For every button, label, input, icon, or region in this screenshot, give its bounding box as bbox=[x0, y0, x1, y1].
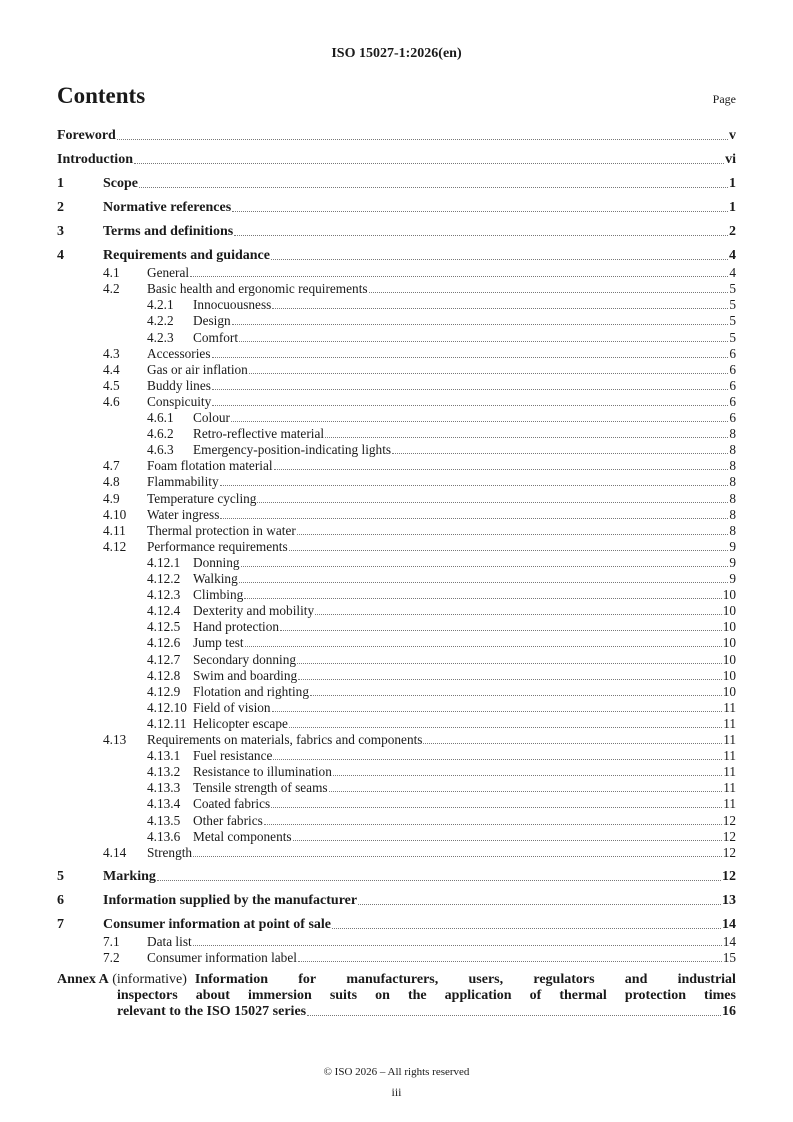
dot-leader bbox=[239, 582, 729, 583]
annex-page: 16 bbox=[722, 1004, 736, 1019]
section-number: 4.13.5 bbox=[147, 812, 181, 828]
section-number: 4.3 bbox=[103, 345, 120, 361]
toc-entry[interactable] bbox=[57, 747, 736, 764]
section-title: Introduction bbox=[57, 152, 133, 167]
dot-leader bbox=[239, 341, 728, 342]
section-title: Field of vision bbox=[193, 699, 271, 715]
section-title: Secondary donning bbox=[193, 651, 297, 667]
section-title: Temperature cycling bbox=[147, 490, 257, 506]
toc-entry[interactable] bbox=[57, 280, 736, 297]
section-number: 1 bbox=[57, 176, 64, 191]
page-reference: 11 bbox=[723, 764, 736, 780]
section-title: Data list bbox=[147, 933, 192, 949]
section-number: 4 bbox=[57, 248, 64, 263]
page-reference: 8 bbox=[729, 458, 736, 474]
dot-leader bbox=[231, 421, 728, 422]
dot-leader bbox=[234, 235, 728, 236]
toc-entry[interactable] bbox=[57, 892, 736, 909]
dot-leader bbox=[220, 518, 728, 519]
page-number: iii bbox=[391, 1085, 402, 1099]
toc-entry[interactable] bbox=[57, 175, 736, 192]
section-number: 4.12.9 bbox=[147, 683, 181, 699]
annex-title-line-3: relevant to the ISO 15027 series bbox=[117, 1004, 307, 1019]
page-reference: 15 bbox=[722, 949, 736, 965]
dot-leader bbox=[333, 775, 722, 776]
page-reference: 5 bbox=[729, 329, 736, 345]
page-reference: 6 bbox=[729, 345, 736, 361]
dot-leader bbox=[325, 437, 728, 438]
section-number: 4.12.7 bbox=[147, 651, 181, 667]
section-title: Design bbox=[193, 313, 231, 329]
annex-title-line-1: Information for manufacturers, users, regulators and industrial bbox=[194, 972, 736, 987]
toc-entry[interactable] bbox=[57, 151, 736, 168]
dot-leader bbox=[257, 502, 728, 503]
toc-entry[interactable] bbox=[57, 933, 736, 950]
dot-leader bbox=[392, 453, 728, 454]
toc-entry[interactable] bbox=[57, 296, 736, 313]
toc-entry[interactable] bbox=[57, 651, 736, 668]
dot-leader bbox=[249, 373, 729, 374]
toc-entry[interactable] bbox=[57, 490, 736, 507]
section-title: Flotation and righting bbox=[193, 683, 309, 699]
toc-entry[interactable] bbox=[57, 570, 736, 587]
annex-title-line-2: inspectors about immersion suits on the application of thermal protection times bbox=[117, 988, 736, 1003]
section-title: Helicopter escape bbox=[193, 715, 288, 731]
section-title: Flammability bbox=[147, 474, 219, 490]
section-title: Emergency-position-indicating lights bbox=[193, 442, 392, 458]
dot-leader bbox=[274, 469, 729, 470]
dot-leader bbox=[315, 614, 722, 615]
page-reference: 11 bbox=[723, 748, 736, 764]
section-title: Innocuousness bbox=[193, 297, 272, 313]
page-reference: 8 bbox=[729, 474, 736, 490]
toc-entry[interactable] bbox=[57, 795, 736, 812]
page-reference: 10 bbox=[722, 667, 736, 683]
section-title: Requirements and guidance bbox=[103, 248, 270, 263]
page-reference: vi bbox=[725, 152, 736, 167]
section-title: Buddy lines bbox=[147, 377, 211, 393]
dot-leader bbox=[212, 405, 728, 406]
page-reference: 12 bbox=[722, 828, 736, 844]
page-reference: 11 bbox=[723, 715, 736, 731]
section-title: Swim and boarding bbox=[193, 667, 298, 683]
toc-entry[interactable] bbox=[57, 473, 736, 490]
section-title: General bbox=[147, 265, 190, 281]
toc-entry[interactable] bbox=[57, 949, 736, 966]
dot-leader bbox=[329, 791, 723, 792]
page-title: Contents bbox=[57, 83, 146, 108]
section-number: 4.5 bbox=[103, 377, 120, 393]
toc-entry[interactable] bbox=[57, 828, 736, 845]
section-title: Retro-reflective material bbox=[193, 426, 325, 442]
section-title: Thermal protection in water bbox=[147, 522, 296, 538]
section-number: 7.2 bbox=[103, 949, 120, 965]
toc-entry[interactable] bbox=[57, 763, 736, 780]
dot-leader bbox=[190, 276, 728, 277]
section-number: 4.4 bbox=[103, 361, 120, 377]
section-title: Terms and definitions bbox=[103, 224, 234, 239]
toc-entry[interactable] bbox=[57, 554, 736, 571]
dot-leader bbox=[272, 711, 723, 712]
section-title: Jump test bbox=[193, 635, 244, 651]
section-number: 4.13.6 bbox=[147, 828, 181, 844]
section-title: Coated fabrics bbox=[193, 796, 271, 812]
dot-leader bbox=[297, 534, 729, 535]
copyright-footer: © ISO 2026 – All rights reserved bbox=[323, 1066, 470, 1078]
page-reference: 8 bbox=[729, 490, 736, 506]
section-number: 4.2.3 bbox=[147, 329, 174, 345]
section-number: 4.12.2 bbox=[147, 571, 181, 586]
section-title: Normative references bbox=[103, 200, 232, 215]
page-reference: 8 bbox=[729, 426, 736, 442]
page-reference: 13 bbox=[722, 892, 736, 908]
section-title: Fuel resistance bbox=[193, 748, 273, 764]
section-title: Conspicuity bbox=[147, 393, 212, 409]
section-number: 4.6.2 bbox=[147, 426, 174, 442]
section-number: 7 bbox=[57, 916, 64, 932]
toc-entry[interactable] bbox=[57, 441, 736, 458]
page-reference: 10 bbox=[722, 683, 736, 699]
page-reference: 10 bbox=[722, 635, 736, 651]
page-reference: 9 bbox=[729, 571, 736, 586]
section-number: 4.12.1 bbox=[147, 554, 181, 570]
section-number: 4.7 bbox=[103, 458, 120, 474]
dot-leader bbox=[232, 324, 729, 325]
page-reference: 12 bbox=[722, 812, 736, 828]
dot-leader bbox=[193, 945, 722, 946]
dot-leader bbox=[134, 163, 724, 164]
section-number: 4.12.3 bbox=[147, 587, 181, 603]
section-number: 4.11 bbox=[103, 522, 126, 538]
section-number: 4.12.6 bbox=[147, 635, 181, 651]
dot-leader bbox=[241, 566, 729, 567]
annex-type: (informative) bbox=[112, 972, 187, 987]
page-reference: 10 bbox=[722, 619, 736, 635]
dot-leader bbox=[272, 308, 728, 309]
page-reference: 11 bbox=[723, 699, 736, 715]
section-title: Donning bbox=[193, 554, 240, 570]
page-reference: 4 bbox=[729, 265, 736, 281]
section-title: Hand protection bbox=[193, 619, 280, 635]
dot-leader bbox=[271, 259, 728, 260]
page-reference: 11 bbox=[723, 796, 736, 812]
section-number: 4.13.3 bbox=[147, 780, 181, 796]
toc-entry-annex-a[interactable] bbox=[57, 972, 736, 1020]
section-title: Comfort bbox=[193, 329, 239, 345]
section-number: 7.1 bbox=[103, 933, 120, 949]
dot-leader bbox=[289, 727, 722, 728]
section-number: 4.12 bbox=[103, 538, 127, 554]
dot-leader bbox=[280, 630, 722, 631]
toc-entry[interactable] bbox=[57, 409, 736, 426]
dot-leader bbox=[245, 646, 722, 647]
section-title: Requirements on materials, fabrics and components bbox=[147, 732, 423, 747]
dot-leader bbox=[358, 904, 721, 905]
toc-entry[interactable] bbox=[57, 361, 736, 378]
toc-entry[interactable] bbox=[57, 506, 736, 523]
page-reference: 11 bbox=[723, 780, 736, 796]
dot-leader bbox=[273, 759, 722, 760]
section-number: 4.2.1 bbox=[147, 297, 174, 313]
section-title: Metal components bbox=[193, 828, 292, 844]
section-number: 4.12.8 bbox=[147, 667, 181, 683]
dot-leader bbox=[212, 357, 729, 358]
page-reference: 14 bbox=[722, 916, 736, 932]
section-title: Gas or air inflation bbox=[147, 361, 248, 377]
page-reference: 9 bbox=[729, 538, 736, 554]
dot-leader bbox=[220, 485, 729, 486]
section-title: Water ingress bbox=[147, 506, 220, 522]
page-reference: 6 bbox=[729, 361, 736, 377]
section-title: Strength bbox=[147, 844, 193, 860]
page-reference: 10 bbox=[722, 603, 736, 619]
section-number: 4.9 bbox=[103, 490, 120, 506]
page-reference: 11 bbox=[723, 732, 736, 747]
section-number: 4.13 bbox=[103, 732, 127, 747]
section-number: 6 bbox=[57, 892, 64, 908]
section-number: 4.6.3 bbox=[147, 442, 174, 458]
toc-entry[interactable] bbox=[57, 715, 736, 732]
dot-leader bbox=[271, 807, 722, 808]
toc-entry[interactable] bbox=[57, 264, 736, 281]
toc-entry[interactable] bbox=[57, 457, 736, 474]
page-reference: 1 bbox=[729, 200, 736, 215]
toc-entry[interactable] bbox=[57, 667, 736, 684]
section-number: 4.8 bbox=[103, 474, 120, 490]
dot-leader bbox=[157, 880, 721, 881]
toc-entry[interactable] bbox=[57, 731, 736, 748]
section-title: Climbing bbox=[193, 587, 244, 603]
page-reference: 12 bbox=[722, 868, 736, 884]
dot-leader bbox=[244, 598, 721, 599]
section-number: 4.10 bbox=[103, 506, 127, 522]
section-title: Consumer information label bbox=[147, 949, 297, 965]
page-reference: 8 bbox=[729, 442, 736, 458]
section-number: 4.12.10 bbox=[147, 699, 187, 715]
toc-entry[interactable] bbox=[57, 127, 736, 144]
page-reference: 10 bbox=[722, 651, 736, 667]
page-reference: 8 bbox=[729, 506, 736, 522]
toc-entry[interactable] bbox=[57, 377, 736, 394]
section-number: 4.2 bbox=[103, 281, 120, 297]
section-title: Scope bbox=[103, 176, 138, 191]
section-number: 4.1 bbox=[103, 265, 120, 281]
page-reference: 9 bbox=[729, 554, 736, 570]
page-reference: 6 bbox=[729, 393, 736, 409]
dot-leader bbox=[212, 389, 728, 390]
toc-entry[interactable] bbox=[57, 199, 736, 216]
toc-entry[interactable] bbox=[57, 683, 736, 700]
toc-entry[interactable] bbox=[57, 634, 736, 651]
section-number: 5 bbox=[57, 868, 64, 884]
section-title: Dexterity and mobility bbox=[193, 603, 315, 619]
toc-entry[interactable] bbox=[57, 425, 736, 442]
toc-entry[interactable] bbox=[57, 538, 736, 555]
dot-leader bbox=[369, 292, 729, 293]
section-title: Tensile strength of seams bbox=[193, 780, 328, 796]
dot-leader bbox=[289, 550, 729, 551]
dot-leader bbox=[297, 663, 722, 664]
section-title: Colour bbox=[193, 410, 230, 425]
page-column-label: Page bbox=[712, 92, 736, 106]
toc-entry[interactable] bbox=[57, 618, 736, 635]
document-header: ISO 15027-1:2026(en) bbox=[331, 46, 462, 61]
section-title: Marking bbox=[103, 868, 156, 884]
toc-entry[interactable] bbox=[57, 779, 736, 796]
section-number: 4.13.1 bbox=[147, 748, 181, 764]
toc-entry[interactable] bbox=[57, 916, 736, 933]
section-number: 4.6.1 bbox=[147, 410, 174, 425]
toc-entry[interactable] bbox=[57, 868, 736, 885]
dot-leader bbox=[117, 139, 728, 140]
dot-leader bbox=[298, 679, 722, 680]
page-reference: 5 bbox=[729, 313, 736, 329]
dot-leader bbox=[293, 840, 722, 841]
dot-leader bbox=[139, 187, 728, 188]
page-reference: 5 bbox=[729, 281, 736, 297]
section-number: 4.14 bbox=[103, 844, 127, 860]
toc-entry[interactable] bbox=[57, 247, 736, 264]
section-title: Other fabrics bbox=[193, 812, 263, 828]
page-reference: v bbox=[729, 128, 736, 143]
toc-entry[interactable] bbox=[57, 223, 736, 240]
page-reference: 8 bbox=[729, 522, 736, 538]
toc-entry[interactable] bbox=[57, 345, 736, 362]
section-number: 4.12.4 bbox=[147, 603, 181, 619]
page-reference: 12 bbox=[722, 844, 736, 860]
page-reference: 5 bbox=[729, 297, 736, 313]
section-title: Accessories bbox=[147, 345, 211, 361]
page-reference: 4 bbox=[729, 248, 736, 263]
page-reference: 14 bbox=[722, 933, 736, 949]
toc-entry[interactable] bbox=[57, 329, 736, 346]
section-title: Basic health and ergonomic requirements bbox=[147, 281, 368, 297]
dot-leader bbox=[310, 695, 722, 696]
dot-leader bbox=[307, 1015, 721, 1016]
page-reference: 6 bbox=[729, 410, 736, 425]
section-title: Foam flotation material bbox=[147, 458, 273, 474]
section-title: Performance requirements bbox=[147, 538, 288, 554]
dot-leader bbox=[193, 856, 722, 857]
page-reference: 1 bbox=[729, 176, 736, 191]
toc-entry[interactable] bbox=[57, 393, 736, 410]
section-number: 3 bbox=[57, 224, 64, 239]
section-title: Resistance to illumination bbox=[193, 764, 332, 780]
toc-entry[interactable] bbox=[57, 586, 736, 603]
dot-leader bbox=[264, 824, 722, 825]
section-number: 4.2.2 bbox=[147, 313, 174, 329]
section-title: Consumer information at point of sale bbox=[103, 916, 332, 932]
section-number: 4.13.4 bbox=[147, 796, 181, 812]
toc-entry[interactable] bbox=[57, 312, 736, 329]
toc-entry[interactable] bbox=[57, 699, 736, 716]
section-number: 4.6 bbox=[103, 393, 120, 409]
dot-leader bbox=[298, 961, 722, 962]
page-reference: 6 bbox=[729, 377, 736, 393]
section-number: 4.13.2 bbox=[147, 764, 181, 780]
section-number: 2 bbox=[57, 200, 64, 215]
section-number: 4.12.11 bbox=[147, 715, 187, 731]
dot-leader bbox=[332, 928, 721, 929]
annex-label: Annex A bbox=[57, 972, 109, 987]
toc-entry[interactable] bbox=[57, 522, 736, 539]
page-reference: 10 bbox=[722, 587, 736, 603]
dot-leader bbox=[232, 211, 728, 212]
section-title: Foreword bbox=[57, 128, 116, 143]
page-reference: 2 bbox=[729, 224, 736, 239]
section-number: 4.12.5 bbox=[147, 619, 181, 635]
toc-entry[interactable] bbox=[57, 844, 736, 861]
section-title: Information supplied by the manufacturer bbox=[103, 892, 358, 908]
section-title: Walking bbox=[193, 571, 238, 586]
dot-leader bbox=[423, 743, 722, 744]
toc-entry[interactable] bbox=[57, 812, 736, 829]
toc-entry[interactable] bbox=[57, 602, 736, 619]
